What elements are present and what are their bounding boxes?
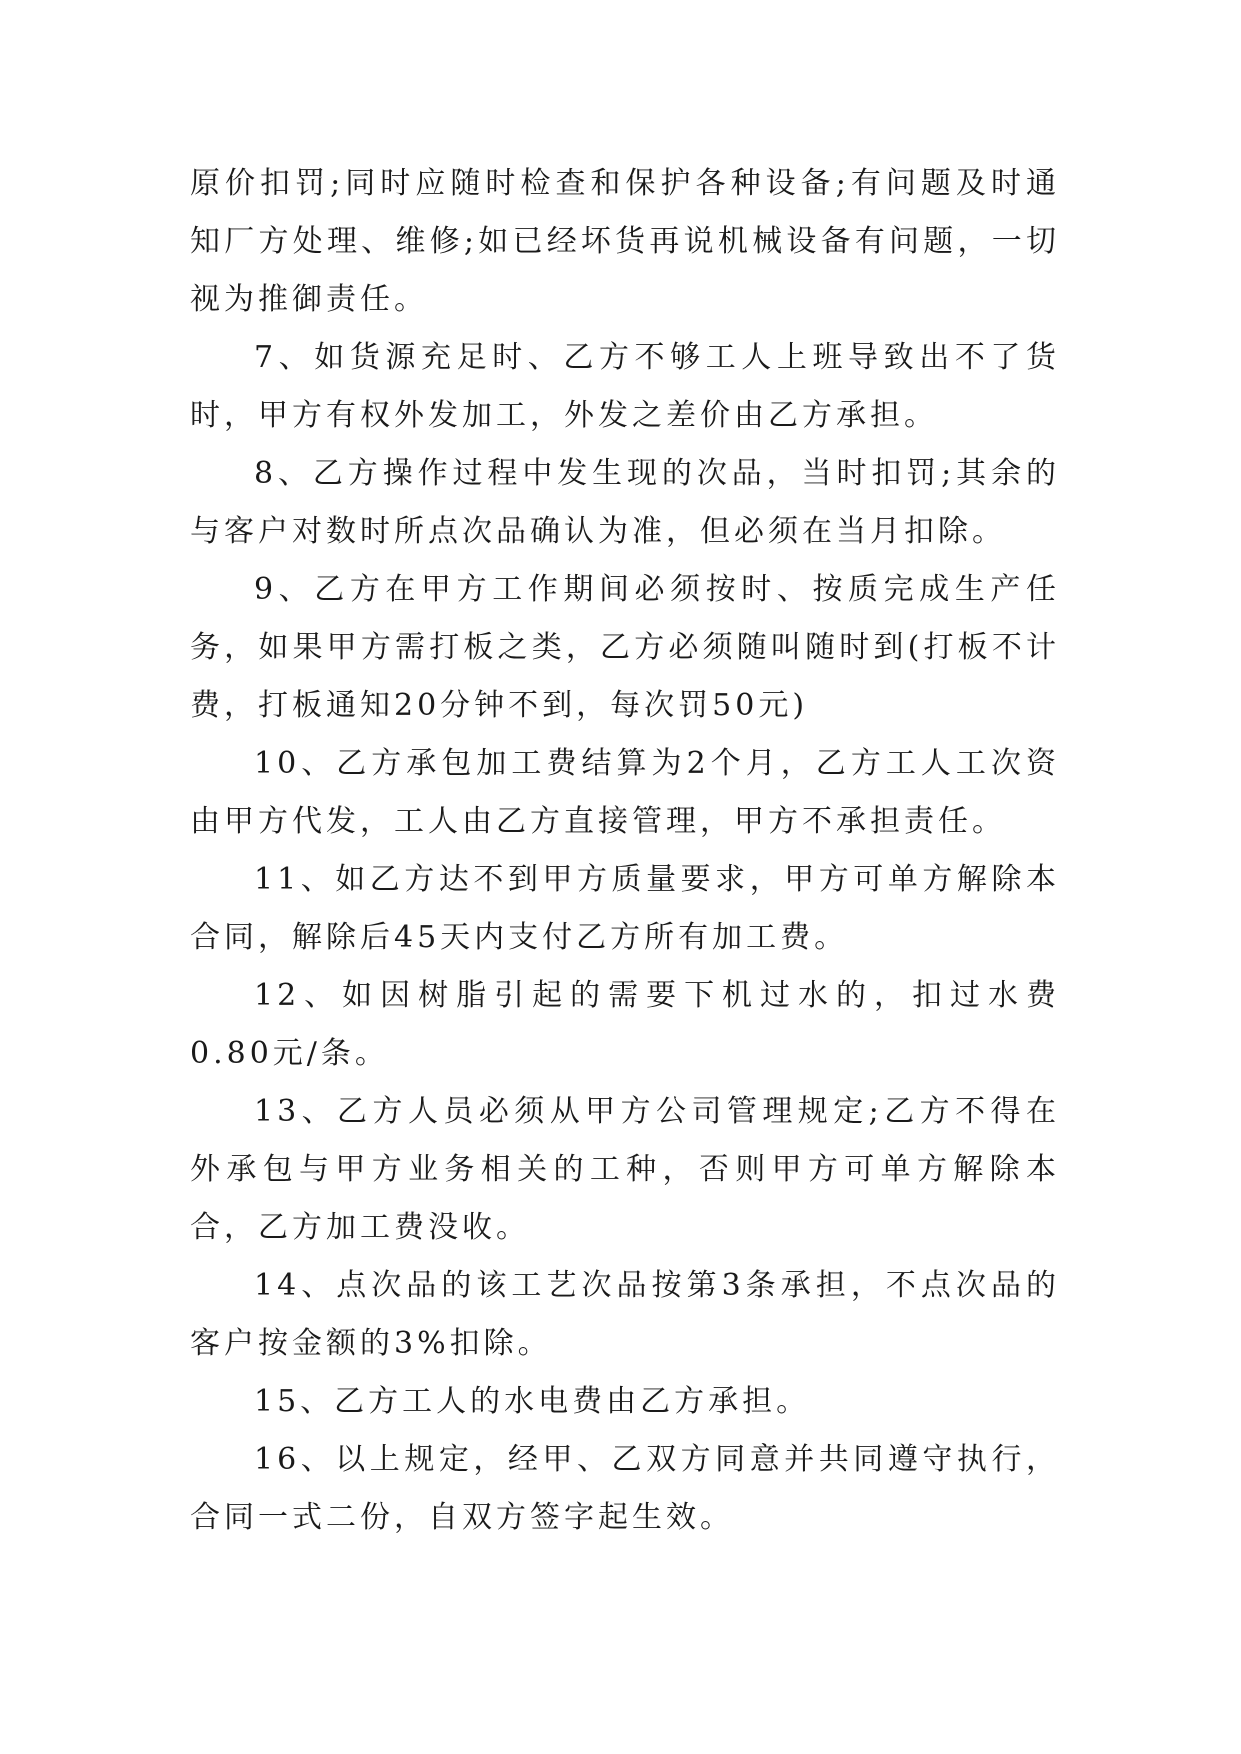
clause-14: 14、点次品的该工艺次品按第3条承担，不点次品的客户按金额的3%扣除。: [190, 1268, 1060, 1361]
document-body: [190, 155, 1060, 1547]
clause-10: 10、乙方承包加工费结算为2个月，乙方工人工次资由甲方代发，工人由乙方直接管理，甲方不承担责任。: [190, 746, 1060, 839]
clause-13: 13、乙方人员必须从甲方公司管理规定;乙方不得在外承包与甲方业务相关的工种，否则甲方可单方解除本合，乙方加工费没收。: [190, 1094, 1060, 1245]
clause-9: 9、乙方在甲方工作期间必须按时、按质完成生产任务，如果甲方需打板之类，乙方必须随叫随时到(打板不计费，打板通知20分钟不到，每次罚50元): [190, 572, 1060, 723]
clause-8: 8、乙方操作过程中发生现的次品，当时扣罚;其余的与客户对数时所点次品确认为准，但必须在当月扣除。: [190, 456, 1060, 549]
clause-12: 12、如因树脂引起的需要下机过水的，扣过水费0.80元/条。: [190, 978, 1060, 1071]
paragraph-continuation: 原价扣罚;同时应随时检查和保护各种设备;有问题及时通知厂方处理、维修;如已经坏货再说机械设备有问题，一切视为推御责任。: [190, 166, 1060, 317]
clause-16: 16、以上规定，经甲、乙双方同意并共同遵守执行，合同一式二份，自双方签字起生效。: [190, 1442, 1060, 1535]
clause-15: 15、乙方工人的水电费由乙方承担。: [254, 1384, 811, 1419]
clause-7: 7、如货源充足时、乙方不够工人上班导致出不了货时，甲方有权外发加工，外发之差价由乙方承担。: [190, 340, 1060, 433]
clause-11: 11、如乙方达不到甲方质量要求，甲方可单方解除本合同，解除后45天内支付乙方所有加工费。: [190, 862, 1060, 955]
